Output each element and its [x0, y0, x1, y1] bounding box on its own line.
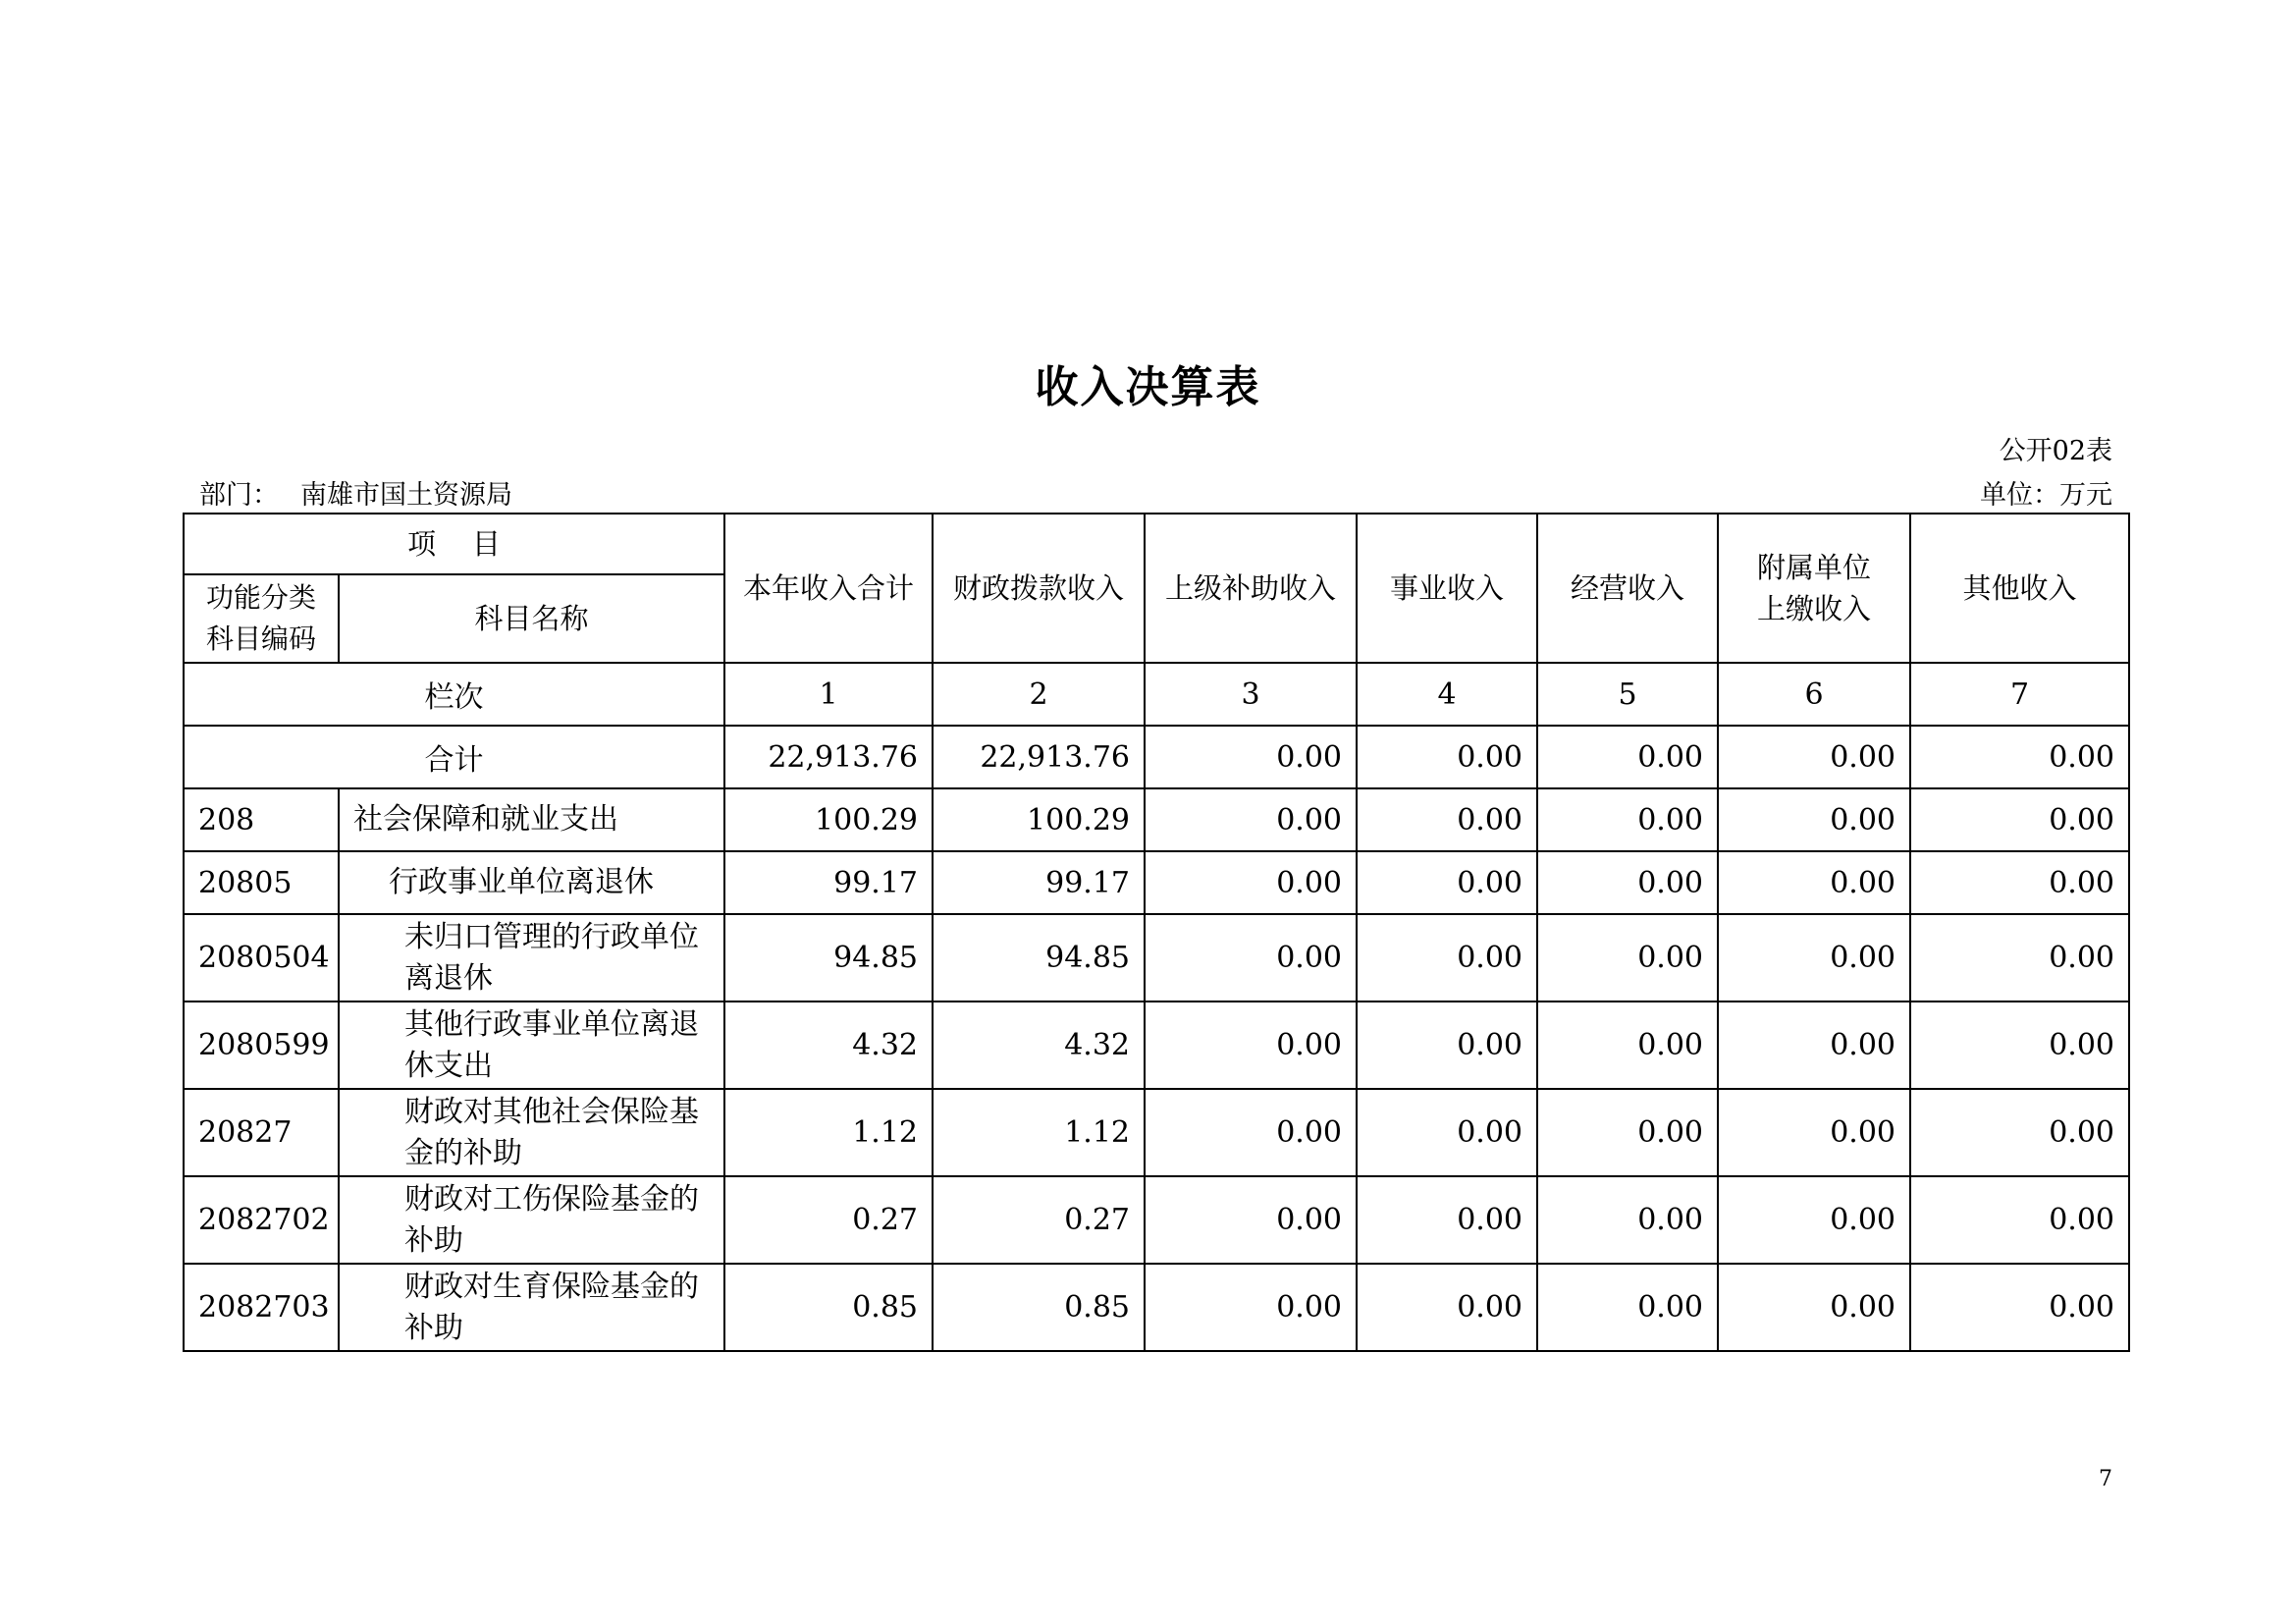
table-row [184, 1176, 2129, 1264]
row-value: 100.29 [724, 788, 933, 851]
row-code: 20805 [184, 851, 339, 914]
project-header: 项 目 [184, 514, 724, 574]
row-value: 0.00 [1910, 851, 2129, 914]
row-code: 20827 [184, 1089, 339, 1176]
row-value: 0.00 [1537, 851, 1718, 914]
row-value: 0.00 [1910, 1264, 2129, 1351]
row-name: 财政对工伤保险基金的补助 [339, 1176, 724, 1264]
row-value: 0.00 [1357, 1176, 1537, 1264]
table-row [184, 1264, 2129, 1351]
row-value: 0.00 [1357, 1089, 1537, 1176]
row-value: 0.00 [1718, 1176, 1910, 1264]
row-value: 0.00 [1357, 914, 1537, 1001]
row-value: 99.17 [724, 851, 933, 914]
row-value: 0.00 [1718, 1001, 1910, 1089]
column-header-6: 附属单位上缴收入 [1718, 514, 1910, 663]
row-code: 2080599 [184, 1001, 339, 1089]
row-name: 其他行政事业单位离退休支出 [339, 1001, 724, 1089]
column-header-3: 上级补助收入 [1145, 514, 1357, 663]
row-value: 0.00 [1718, 1264, 1910, 1351]
total-label: 合计 [184, 726, 724, 788]
row-value: 0.85 [933, 1264, 1145, 1351]
row-value: 0.00 [1145, 851, 1357, 914]
column-header-7: 其他收入 [1910, 514, 2129, 663]
row-value: 0.00 [1718, 788, 1910, 851]
table-row [184, 1089, 2129, 1176]
row-code: 2082702 [184, 1176, 339, 1264]
row-value: 0.00 [1537, 1264, 1718, 1351]
row-value: 0.00 [1910, 788, 2129, 851]
column-index-7: 7 [1910, 663, 2129, 726]
row-value: 0.00 [1910, 1176, 2129, 1264]
page-title: 收入决算表 [1035, 362, 1261, 412]
row-value: 1.12 [933, 1089, 1145, 1176]
table-row [184, 851, 2129, 914]
column-header-4: 事业收入 [1357, 514, 1537, 663]
subject-name-header: 科目名称 [339, 574, 724, 663]
row-name: 财政对其他社会保险基金的补助 [339, 1089, 724, 1176]
department-label: 部门： [199, 480, 279, 511]
row-value: 0.00 [1910, 1089, 2129, 1176]
header-row-1 [184, 514, 2129, 574]
column-header-1: 本年收入合计 [724, 514, 933, 663]
department-line [199, 473, 512, 512]
row-value: 0.00 [1357, 788, 1537, 851]
total-row [184, 726, 2129, 788]
row-value: 0.00 [1718, 851, 1910, 914]
row-value: 4.32 [933, 1001, 1145, 1089]
table-row [184, 1001, 2129, 1089]
row-value: 0.00 [1537, 1089, 1718, 1176]
row-value: 0.00 [1145, 1264, 1357, 1351]
row-value: 0.00 [1537, 1001, 1718, 1089]
row-value: 0.00 [1357, 1001, 1537, 1089]
row-value: 0.27 [933, 1176, 1145, 1264]
row-value: 0.00 [1357, 851, 1537, 914]
row-value: 0.00 [1145, 1176, 1357, 1264]
unit-label: 单位：万元 [1980, 480, 2112, 511]
row-value: 94.85 [933, 914, 1145, 1001]
total-value-6: 0.00 [1718, 726, 1910, 788]
row-code: 2082703 [184, 1264, 339, 1351]
row-value: 0.00 [1718, 914, 1910, 1001]
row-value: 0.00 [1718, 1089, 1910, 1176]
row-value: 0.00 [1357, 1264, 1537, 1351]
column-index-5: 5 [1537, 663, 1718, 726]
row-value: 0.00 [1145, 788, 1357, 851]
row-value: 1.12 [724, 1089, 933, 1176]
row-value: 0.85 [724, 1264, 933, 1351]
row-code: 208 [184, 788, 339, 851]
column-index-6: 6 [1718, 663, 1910, 726]
column-header-5: 经营收入 [1537, 514, 1718, 663]
column-header-2: 财政拨款收入 [933, 514, 1145, 663]
column-index-3: 3 [1145, 663, 1357, 726]
income-final-accounts-table [183, 513, 2130, 1352]
row-value: 0.00 [1537, 788, 1718, 851]
department-value: 南雄市国土资源局 [300, 480, 512, 511]
total-value-7: 0.00 [1910, 726, 2129, 788]
column-index-1: 1 [724, 663, 933, 726]
column-index-label: 栏次 [184, 663, 724, 726]
row-name: 财政对生育保险基金的补助 [339, 1264, 724, 1351]
row-name: 未归口管理的行政单位离退休 [339, 914, 724, 1001]
table-row [184, 914, 2129, 1001]
row-value: 0.00 [1145, 1089, 1357, 1176]
row-name: 行政事业单位离退休 [339, 851, 724, 914]
row-value: 0.00 [1537, 1176, 1718, 1264]
column-index-row [184, 663, 2129, 726]
column-index-4: 4 [1357, 663, 1537, 726]
form-number: 公开02表 [1999, 436, 2112, 466]
row-value: 0.00 [1910, 914, 2129, 1001]
row-value: 0.27 [724, 1176, 933, 1264]
func-code-header: 功能分类科目编码 [184, 574, 339, 663]
row-name: 社会保障和就业支出 [339, 788, 724, 851]
total-value-5: 0.00 [1537, 726, 1718, 788]
row-value: 0.00 [1145, 914, 1357, 1001]
total-value-1: 22,913.76 [724, 726, 933, 788]
total-value-4: 0.00 [1357, 726, 1537, 788]
total-value-2: 22,913.76 [933, 726, 1145, 788]
row-value: 99.17 [933, 851, 1145, 914]
row-value: 100.29 [933, 788, 1145, 851]
table-row [184, 788, 2129, 851]
row-value: 0.00 [1145, 1001, 1357, 1089]
page-number: 7 [2099, 1467, 2112, 1491]
row-value: 0.00 [1537, 914, 1718, 1001]
table-body [184, 514, 2129, 1351]
row-value: 94.85 [724, 914, 933, 1001]
row-value: 4.32 [724, 1001, 933, 1089]
total-value-3: 0.00 [1145, 726, 1357, 788]
row-value: 0.00 [1910, 1001, 2129, 1089]
column-index-2: 2 [933, 663, 1145, 726]
row-code: 2080504 [184, 914, 339, 1001]
